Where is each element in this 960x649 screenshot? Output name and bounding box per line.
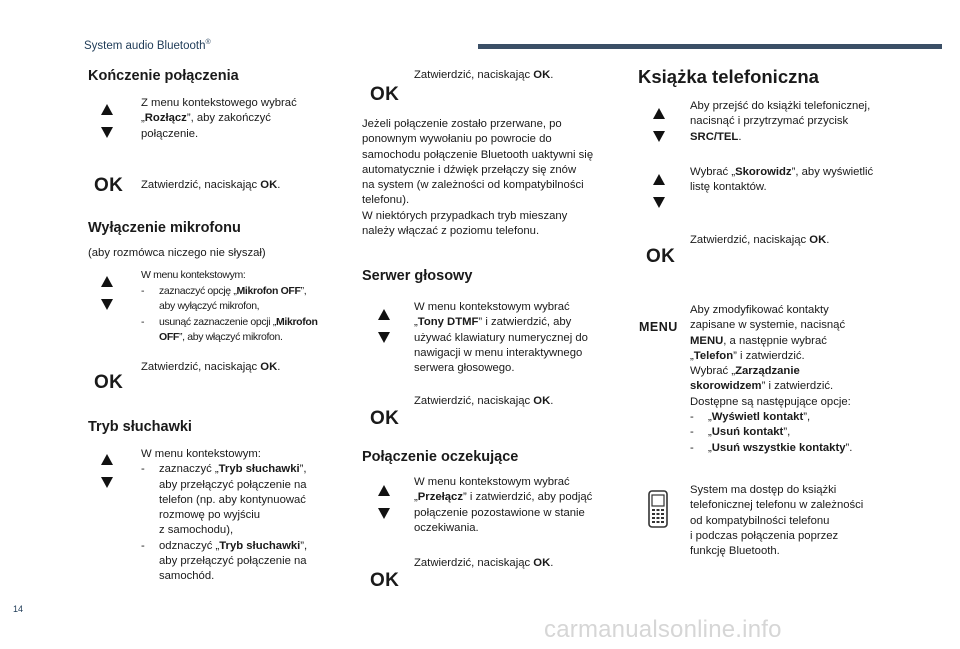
section-title-phonebook: Książka telefoniczna [638,66,819,87]
section-title-end-call: Kończenie połączenia [88,68,239,84]
up-down-arrows-icon [377,485,393,525]
end-call-instructions: Z menu kontekstowego wybrać „Rozłącz”, aby zakończyć połączenie. [141,97,297,140]
up-down-arrows-icon [652,108,668,148]
end-call-confirm: Zatwierdzić, naciskając OK. [141,179,281,191]
voice-server-instructions: W menu kontekstowym wybrać „Tony DTMF” i zatwierdzić, aby używać klawiatury numerycznej do nawigacji w menu interaktywnego serwera głosowego. [414,301,588,375]
section-title-voice-server: Serwer głosowy [362,268,473,284]
up-down-arrows-icon [100,454,116,494]
ok-icon: OK [94,175,124,196]
ok-icon: OK [370,84,400,105]
mute-instructions: W menu kontekstowym: - zaznaczyć opcję „Mikrofon OFF”, aby wyłączyć mikrofon, - usunąć zaznaczenie opcji „Mikrofon OFF”, aby włączyć mikrofon. [141,269,318,343]
mute-subtitle: (aby rozmówca niczego nie słyszał) [88,247,266,259]
header-bar [478,44,942,49]
call-waiting-confirm: Zatwierdzić, naciskając OK. [414,557,554,569]
ok-icon: OK [370,570,400,591]
header-title: System audio Bluetooth® [84,39,211,52]
section-title-call-waiting: Połączenie oczekujące [362,449,519,465]
up-down-arrows-icon [100,104,116,144]
call-waiting-instructions: W menu kontekstowym wybrać „Przełącz” i zatwierdzić, aby podjąć połączenie pozostawione w stanie oczekiwania. [414,476,593,534]
menu-icon: MENU [639,320,678,334]
section-title-mute: Wyłączenie mikrofonu [88,220,241,236]
phone-icon [648,490,668,528]
phonebook-open-instructions: Aby przejść do książki telefonicznej, nacisnąć i przytrzymać przycisk SRC/TEL. [690,100,871,143]
confirm-top: Zatwierdzić, naciskając OK. [414,69,554,81]
phonebook-edit-instructions: Aby zmodyfikować kontakty zapisane w systemie, nacisnąć MENU, a następnie wybrać „Telefon” i zatwierdzić. Wybrać „Zarządzanie skorowidzem” i zatwierdzić. Dostępne są następujące opcje: - „Wyświetl kontakt”, - „Usuń kontakt”, - „Usuń wszystkie kontakty”. [690,304,853,454]
phonebook-confirm: Zatwierdzić, naciskając OK. [690,234,830,246]
section-title-handset: Tryb słuchawki [88,419,192,435]
phonebook-note: System ma dostęp do książki telefonicznej telefonu w zależności od kompatybilności telefonu i podczas połączenia poprzez funkcję Bluetooth. [690,484,864,558]
phonebook-index-instructions: Wybrać „Skorowidz”, aby wyświetlić listę kontaktów. [690,166,874,194]
mute-confirm: Zatwierdzić, naciskając OK. [141,361,281,373]
ok-icon: OK [94,372,124,393]
page-number: 14 [13,604,24,614]
up-down-arrows-icon [377,309,393,349]
ok-icon: OK [370,408,400,429]
reconnect-paragraph: Jeżeli połączenie zostało przerwane, po ponownym wywołaniu po powrocie do samochodu połączenie Bluetooth uaktywni się automatycznie i dźwięk przełączy się znów na system (w zależności od kompatybilności telefonu). W niektórych przypadkach tryb mieszany należy włączać z poziomu telefonu. [362,118,594,238]
up-down-arrows-icon [652,174,668,214]
watermark: carmanualsonline.info [544,616,782,643]
voice-server-confirm: Zatwierdzić, naciskając OK. [414,395,554,407]
ok-icon: OK [646,246,676,267]
up-down-arrows-icon [100,276,116,316]
handset-instructions: W menu kontekstowym: - zaznaczyć „Tryb słuchawki”, aby przełączyć połączenie na telefon (np. aby kontynuować rozmowę po wyjściu z samochodu), - odznaczyć „Tryb słuchawki”, aby przełączyć połączenie na samochód. [141,448,308,583]
